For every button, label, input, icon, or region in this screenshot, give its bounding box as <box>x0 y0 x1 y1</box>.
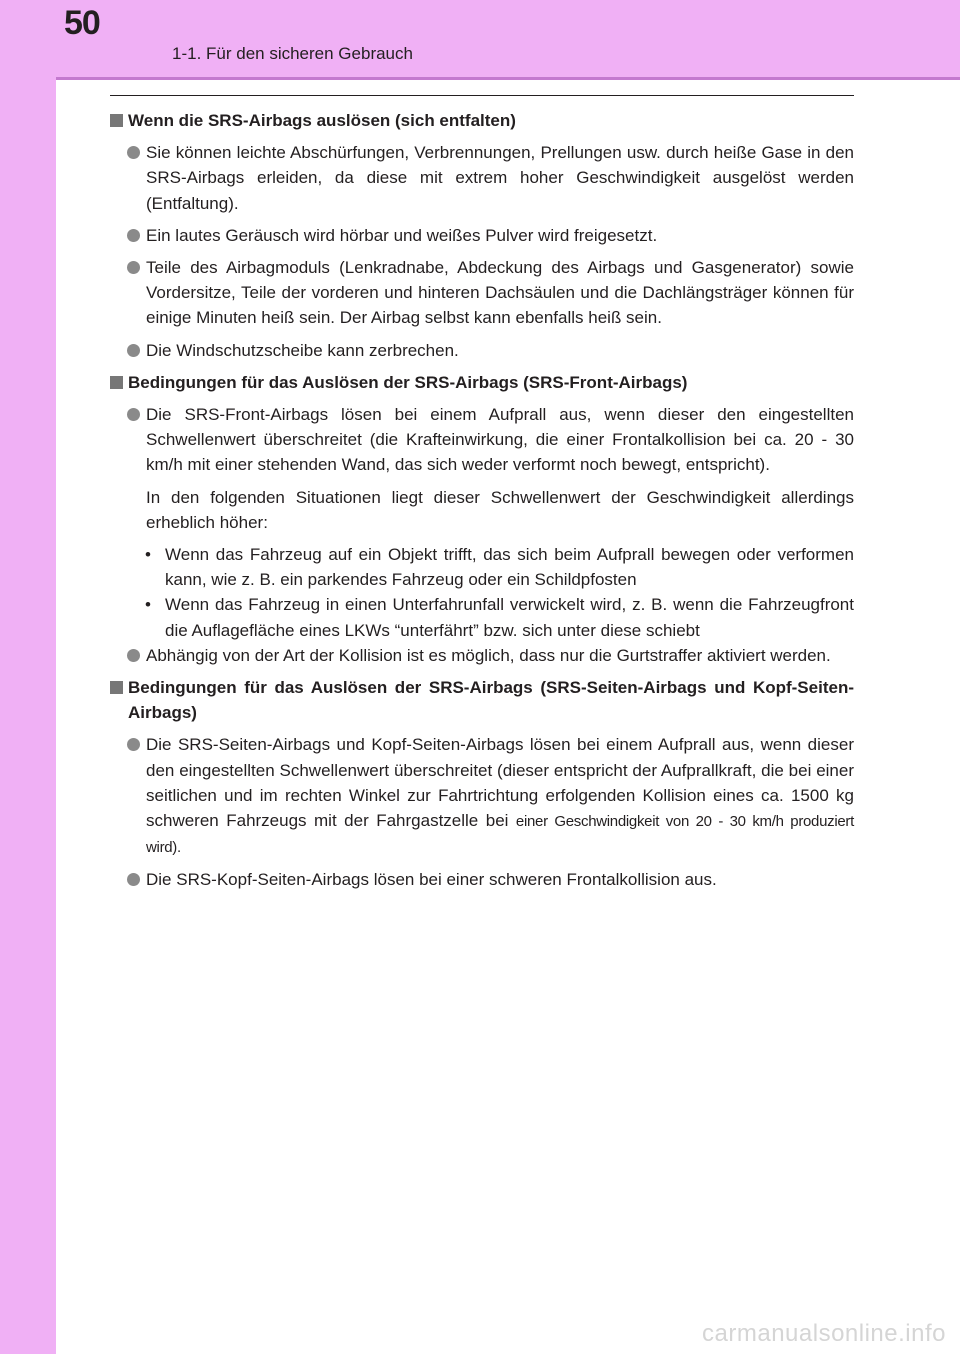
list-item <box>110 643 854 668</box>
square-bullet-icon <box>110 114 123 127</box>
item-text: Die SRS-Seiten-Airbags und Kopf-Seiten-Airbags lösen bei einem Aufprall aus, wenn dieser den eingestellten Schwellenwert überschreitet (dieser entspricht der Aufprallkraft, die bei einer seitlichen und im rechten Winkel zur Fahrtrichtung erfolgenden Kollision eines ca. 1500 kg schweren Fahrzeugs mit der Fahrgastzelle bei <box>146 735 854 831</box>
round-bullet-icon <box>127 229 140 242</box>
top-rule <box>110 95 854 96</box>
section-heading <box>110 370 854 395</box>
paragraph: In den folgenden Situationen liegt dieser Schwellenwert der Geschwindigkeit allerdings erheblich höher: <box>146 487 854 532</box>
round-bullet-icon <box>127 738 140 751</box>
page-content <box>110 108 854 900</box>
header-band <box>56 0 960 80</box>
list-item <box>110 223 854 248</box>
dot-bullet: • <box>145 595 151 615</box>
section-heading <box>110 675 854 725</box>
watermark: carmanualsonline.info <box>702 1320 946 1347</box>
heading-text: Bedingungen für das Auslösen der SRS-Airbags (SRS-Front-Airbags) <box>128 372 688 392</box>
round-bullet-icon <box>127 408 140 421</box>
item-text: Abhängig von der Art der Kollision ist es möglich, dass nur die Gurtstraffer aktiviert werden. <box>146 645 831 665</box>
item-text: Sie können leichte Abschürfungen, Verbrennungen, Prellungen usw. durch heiße Gase in den SRS-Airbags erleiden, da diese mit extrem hoher Geschwindigkeit ausgelöst werden (Entfaltung). <box>146 143 854 213</box>
heading-text: Bedingungen für das Auslösen der SRS-Airbags (SRS-Seiten-Airbags und Kopf-Seiten-Airbags) <box>128 678 854 723</box>
item-text: Die SRS-Kopf-Seiten-Airbags lösen bei einer schweren Frontalkollision aus. <box>146 870 717 890</box>
round-bullet-icon <box>127 146 140 159</box>
round-bullet-icon <box>127 873 140 886</box>
square-bullet-icon <box>110 681 123 694</box>
sub-list <box>110 542 854 643</box>
list-item <box>110 867 854 892</box>
item-text: Teile des Airbagmoduls (Lenkradnabe, Abdeckung des Airbags und Gasgenerator) sowie Vordersitze, Teile der vorderen und hinteren Dachsäulen und die Dachlängsträger können für einige Minuten heiß sein. Der Airbag selbst kann ebenfalls heiß sein. <box>146 258 854 328</box>
list-item <box>110 338 854 363</box>
section-heading <box>110 108 854 133</box>
section-title: 1-1. Für den sicheren Gebrauch <box>172 44 413 63</box>
item-text: Ein lautes Geräusch wird hörbar und weißes Pulver wird freigesetzt. <box>146 225 658 245</box>
sub-item-text: Wenn das Fahrzeug in einen Unterfahrunfall verwickelt wird, z. B. wenn die Fahrzeugfront die Auflagefläche eines LKWs “unterfährt” bzw. sich unter diese schiebt <box>165 595 854 640</box>
sub-list-item <box>110 592 854 642</box>
heading-text: Wenn die SRS-Airbags auslösen (sich entfalten) <box>128 111 516 130</box>
round-bullet-icon <box>127 344 140 357</box>
list-item <box>110 402 854 478</box>
list-item <box>110 140 854 216</box>
round-bullet-icon <box>127 649 140 662</box>
item-text-small: einer Geschwindigkeit von 20 - 30 km/h produziert wird). <box>146 813 854 857</box>
page-number: 50 <box>64 4 100 42</box>
item-text: Die SRS-Front-Airbags lösen bei einem Aufprall aus, wenn dieser den eingestellten Schwellenwert überschreitet (die Krafteinwirkung, die einer Frontalkollision bei ca. 20 - 30 km/h mit einer stehenden Wand, das sich weder verformt noch bewegt, entspricht). <box>146 405 854 475</box>
sub-item-text: Wenn das Fahrzeug auf ein Objekt trifft, das sich beim Aufprall bewegen oder verformen kann, wie z. B. ein parkendes Fahrzeug oder ein Schildpfosten <box>165 545 854 590</box>
list-item <box>110 255 854 331</box>
list-item <box>110 732 854 860</box>
item-text: Die Windschutzscheibe kann zerbrechen. <box>146 340 459 360</box>
dot-bullet: • <box>145 545 151 565</box>
round-bullet-icon <box>127 261 140 274</box>
side-color-band <box>0 0 56 1354</box>
square-bullet-icon <box>110 376 123 389</box>
sub-list-item <box>110 542 854 592</box>
